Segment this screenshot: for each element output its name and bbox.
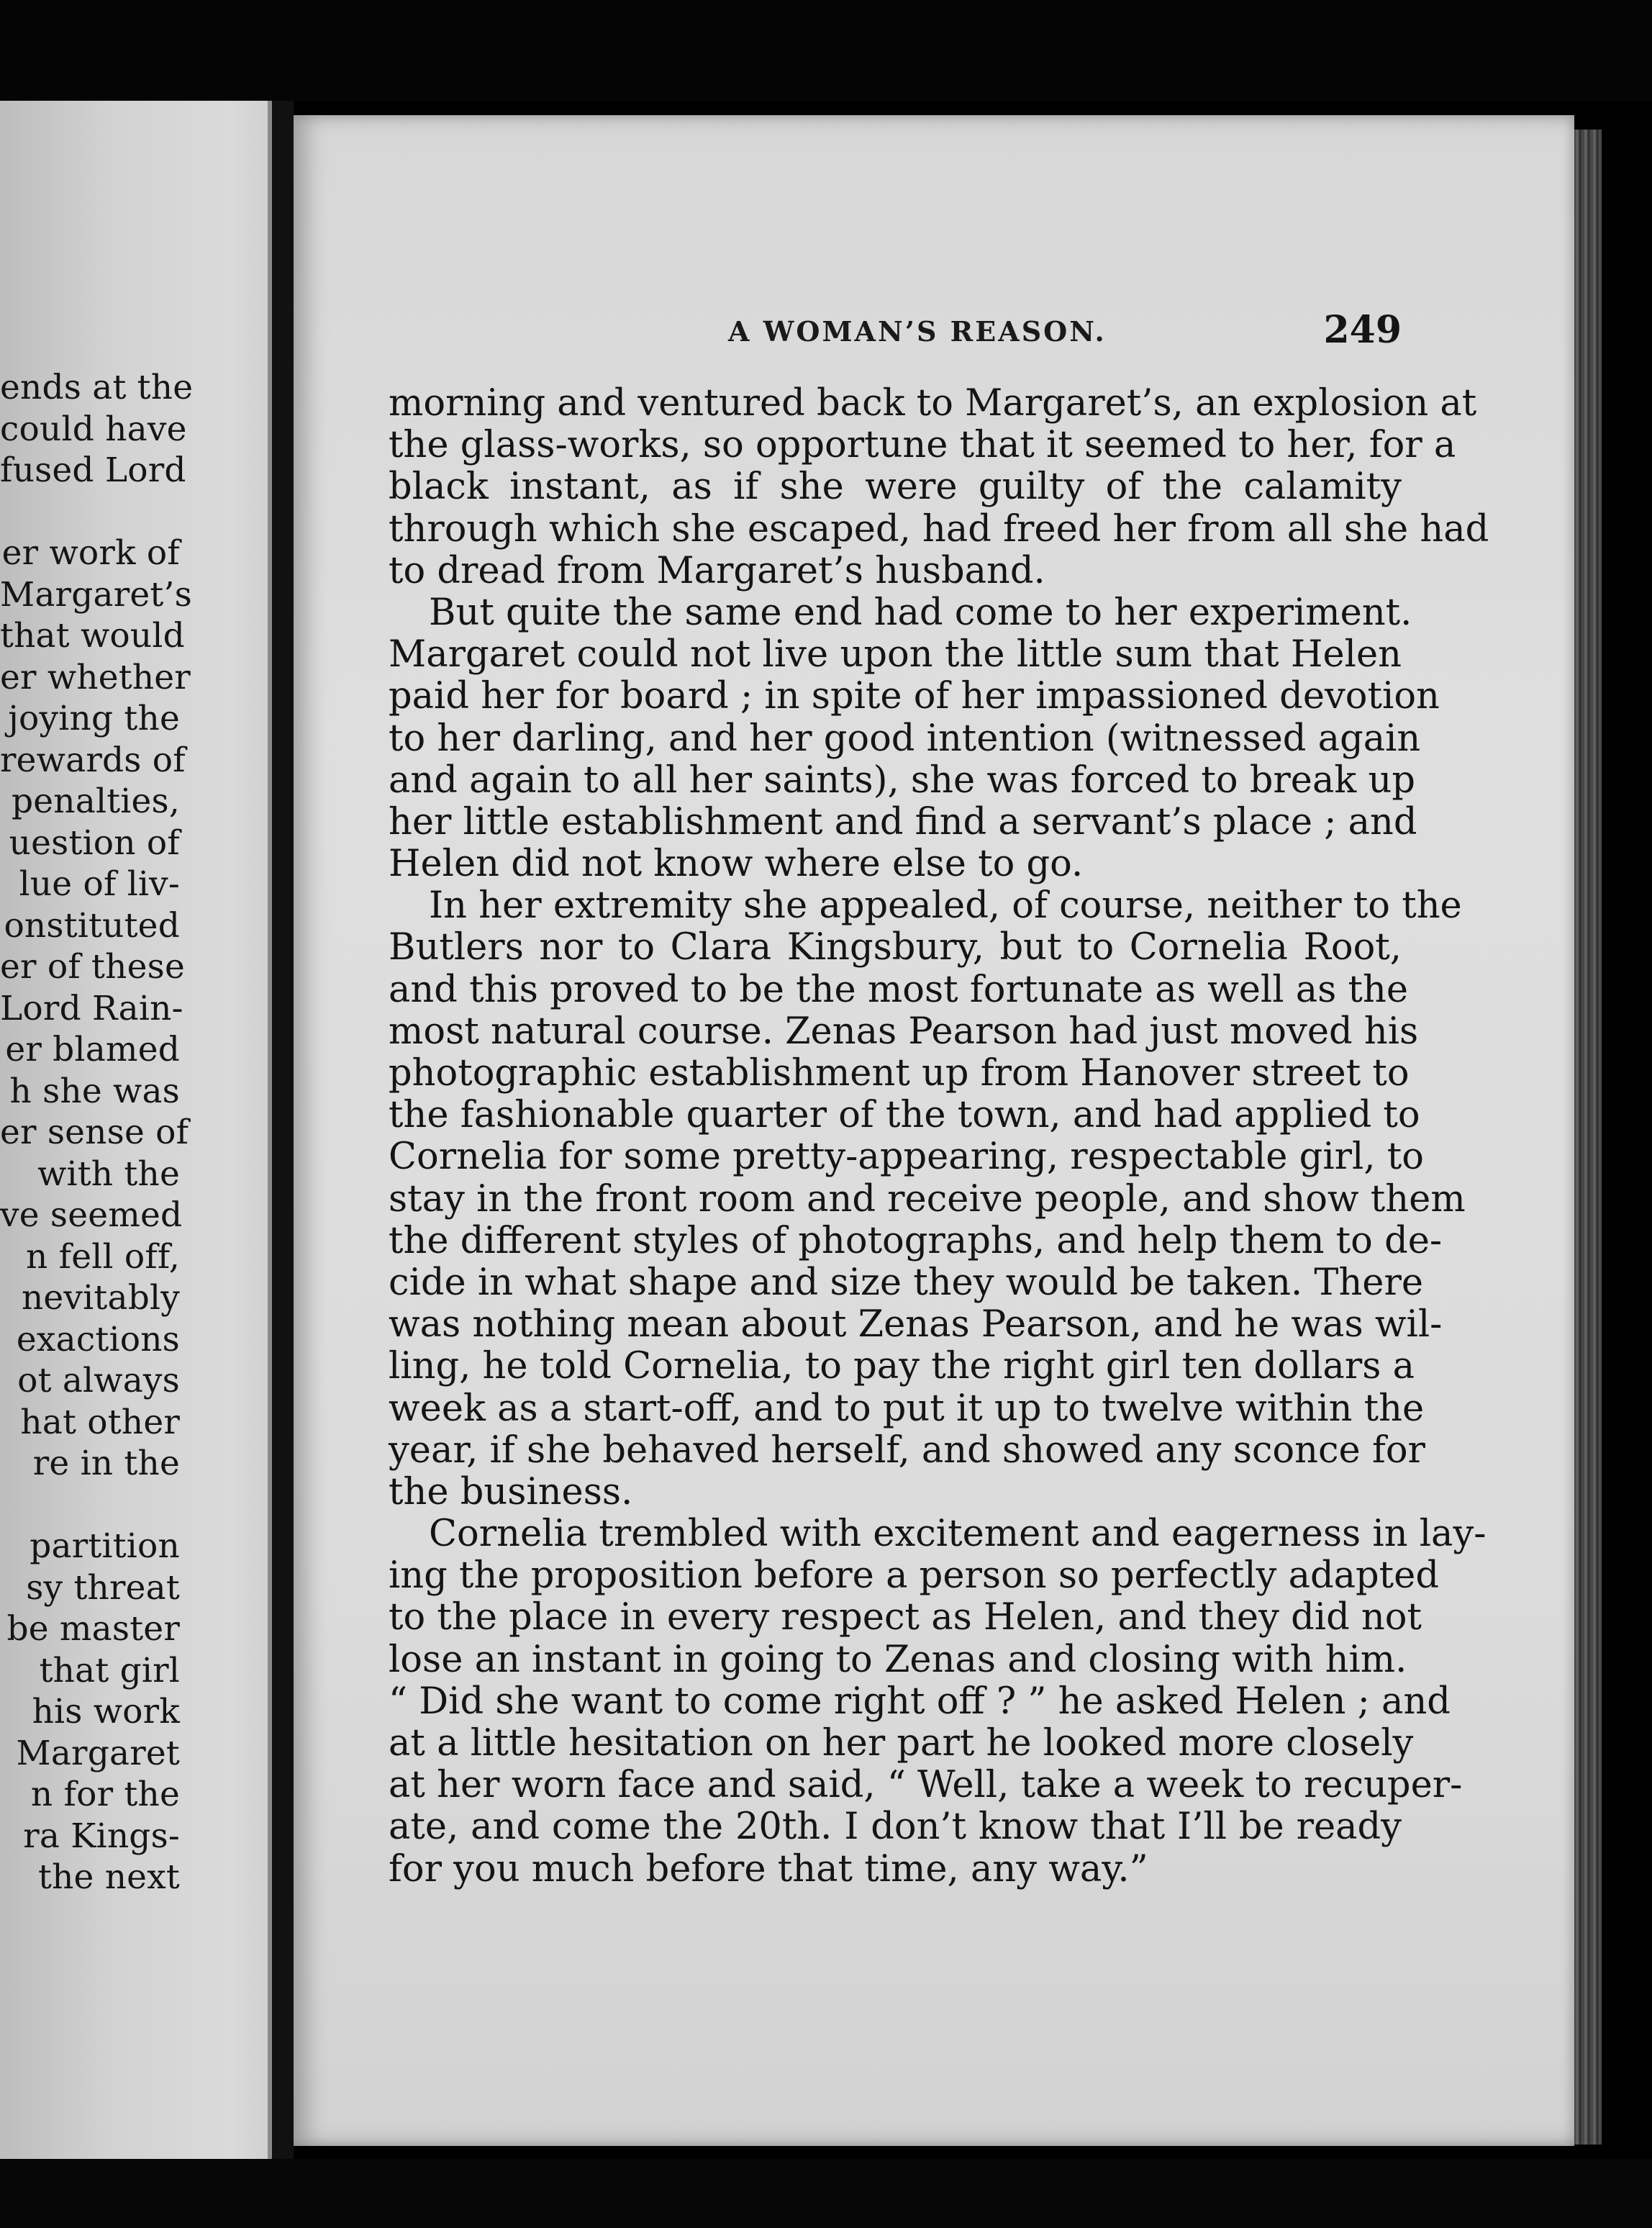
- previous-page-gap: [0, 1485, 272, 1526]
- text-line: paid her for board ; in spite of her impassioned devotion: [389, 675, 1440, 718]
- text-line: and again to all her saints), she was forced to break up: [389, 758, 1415, 802]
- previous-page-line: ot always: [17, 1361, 180, 1400]
- previous-page-line: n fell off,: [26, 1236, 180, 1277]
- previous-page-line: er whether: [0, 657, 191, 697]
- text-line: the glass-works, so opportune that it seemed to her, for a: [389, 424, 1456, 467]
- text-line: through which she escaped, had freed her from all she had: [389, 507, 1489, 551]
- text-line: In her extremity she appealed, of course, neither to the: [429, 884, 1462, 928]
- text-line: lose an instant in going to Zenas and closing with him.: [389, 1638, 1407, 1681]
- scan-bottom-border: [0, 2159, 1652, 2228]
- text-line: ing the proposition before a person so perfectly adapted: [389, 1554, 1439, 1598]
- running-title: A WOMAN’S REASON.: [728, 315, 1107, 348]
- previous-page-line: onstituted: [4, 905, 180, 946]
- previous-page-line: er blamed: [5, 1030, 180, 1069]
- text-line: for you much before that time, any way.”: [389, 1847, 1148, 1890]
- text-line: the different styles of photographs, and help them to de-: [389, 1219, 1443, 1262]
- previous-page-line: uestion of: [9, 823, 180, 863]
- text-line: Cornelia trembled with excitement and eagerness in lay-: [429, 1513, 1487, 1556]
- previous-page-line: exactions: [16, 1319, 180, 1359]
- text-line: Cornelia for some pretty-appearing, respectable girl, to: [389, 1136, 1424, 1179]
- previous-page-line: that girl: [39, 1650, 180, 1690]
- previous-page-line: that would: [0, 616, 185, 656]
- text-line: But quite the same end had come to her experiment.: [429, 591, 1412, 634]
- previous-page-line: er sense of: [0, 1113, 189, 1152]
- text-line: the fashionable quarter of the town, and had applied to: [389, 1094, 1420, 1137]
- previous-page-line: his work: [32, 1692, 180, 1731]
- text-line: Butlers nor to Clara Kingsbury, but to Cornelia Root,: [389, 926, 1402, 969]
- previous-page-line: be master: [6, 1609, 180, 1649]
- previous-page-line: lue of liv-: [19, 864, 180, 904]
- text-line: was nothing mean about Zenas Pearson, and he was wil-: [389, 1303, 1443, 1346]
- previous-page-line: ends at the: [0, 368, 194, 407]
- previous-page-line: joying the: [8, 699, 180, 738]
- text-line: ling, he told Cornelia, to pay the right girl ten dollars a: [389, 1345, 1415, 1388]
- previous-page-line: re in the: [32, 1444, 180, 1483]
- previous-page-line: h she was: [9, 1071, 180, 1111]
- previous-page-line: er work of: [1, 533, 180, 573]
- text-line: ate, and come the 20th. I don’t know that I’ll be ready: [389, 1806, 1402, 1849]
- text-line: week as a start-off, and to put it up to twelve within the: [389, 1387, 1425, 1430]
- page-number: 249: [1323, 308, 1402, 352]
- text-line: Helen did not know where else to go.: [389, 843, 1084, 886]
- previous-page-line: partition: [30, 1526, 180, 1566]
- text-line: morning and ventured back to Margaret’s, an explosion at: [389, 382, 1477, 425]
- text-line: at her worn face and said, “ Well, take a week to recuper-: [389, 1764, 1463, 1807]
- previous-page-line: sy threat: [26, 1567, 180, 1608]
- text-line: stay in the front room and receive people, and show them: [389, 1177, 1466, 1221]
- previous-page-line: hat other: [20, 1402, 180, 1442]
- text-line: and this proved to be the most fortunate as well as the: [389, 968, 1409, 1011]
- page-body-text: [389, 382, 1489, 1890]
- page-stack-edge: [1574, 130, 1602, 2145]
- text-line: to dread from Margaret’s husband.: [389, 549, 1045, 592]
- previous-page-text: [0, 367, 272, 1898]
- previous-page-line: nevitably: [21, 1278, 180, 1318]
- previous-page-line: Margaret: [16, 1733, 180, 1773]
- previous-page-line: Margaret’s: [0, 574, 192, 615]
- text-line: at a little hesitation on her part he looked more closely: [389, 1722, 1414, 1765]
- previous-page-fragment: [0, 101, 272, 2159]
- page-header: [294, 308, 1402, 358]
- text-line: her little establishment and find a servant’s place ; and: [389, 800, 1417, 843]
- previous-page-line: with the: [37, 1154, 180, 1194]
- text-line: cide in what shape and size they would be taken. There: [389, 1261, 1424, 1304]
- book-gutter: [272, 101, 294, 2159]
- previous-page-line: could have: [0, 409, 187, 449]
- previous-page-line: ra Kings-: [23, 1816, 180, 1856]
- previous-page-line: penalties,: [11, 782, 180, 821]
- text-line: most natural course. Zenas Pearson had just moved his: [389, 1010, 1419, 1053]
- scan-top-border: [0, 0, 1652, 101]
- text-line: “ Did she want to come right off ? ” he asked Helen ; and: [389, 1680, 1451, 1723]
- previous-page-line: ve seemed: [0, 1195, 183, 1235]
- text-line: the business.: [389, 1470, 633, 1513]
- text-line: year, if she behaved herself, and showed any sconce for: [389, 1428, 1425, 1472]
- previous-page-line: the next: [38, 1857, 180, 1897]
- previous-page-line: n for the: [30, 1775, 180, 1814]
- previous-page-line: rewards of: [0, 740, 186, 780]
- previous-page-line: Lord Rain-: [0, 988, 183, 1028]
- text-line: black instant, as if she were guilty of the calamity: [389, 466, 1402, 509]
- text-line: Margaret could not live upon the little sum that Helen: [389, 633, 1402, 676]
- previous-page-gap: [0, 492, 272, 533]
- previous-page-line: fused Lord: [0, 450, 186, 490]
- text-line: to the place in every respect as Helen, and they did not: [389, 1596, 1422, 1639]
- text-line: photographic establishment up from Hanover street to: [389, 1052, 1410, 1095]
- previous-page-line: er of these: [0, 947, 185, 987]
- text-line: to her darling, and her good intention (witnessed again: [389, 717, 1421, 760]
